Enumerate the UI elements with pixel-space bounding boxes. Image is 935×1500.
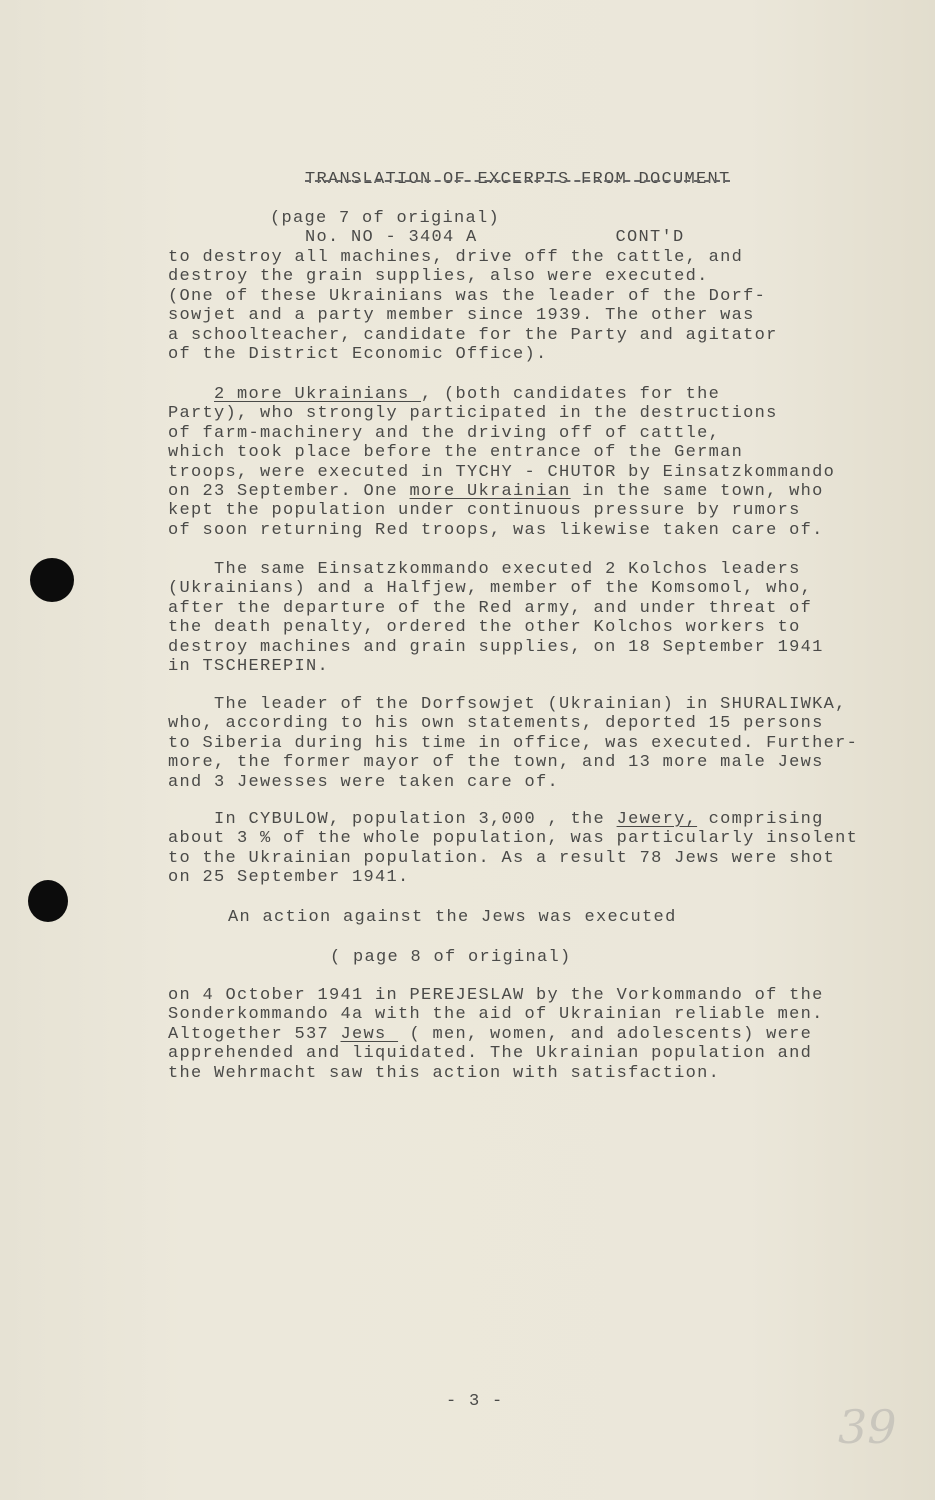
text-line bbox=[168, 248, 778, 267]
text-line bbox=[168, 657, 824, 676]
punch-hole-bottom bbox=[28, 880, 68, 922]
text-line bbox=[168, 579, 824, 598]
text-segment: Altogether 537 bbox=[168, 1024, 341, 1044]
text-line bbox=[168, 267, 778, 286]
text-segment: Party), who strongly participated in the destructions bbox=[168, 404, 778, 424]
text-line bbox=[168, 599, 824, 618]
underlined-text: Jews bbox=[340, 1024, 399, 1044]
text-segment: In CYBULOW, population 3,000 , the bbox=[168, 810, 617, 829]
text-line bbox=[168, 1044, 824, 1063]
paragraph-2 bbox=[168, 385, 835, 540]
text-segment: which took place before the entrance of the German bbox=[168, 443, 744, 463]
text-line bbox=[168, 753, 858, 772]
text-segment: comprising bbox=[697, 810, 824, 829]
text-segment: (One of these Ukrainians was the leader of the Dorf- bbox=[168, 286, 767, 306]
text-line bbox=[168, 1064, 824, 1083]
text-segment: troops, were executed in TYCHY - CHUTOR by Einsatzkommando bbox=[168, 462, 836, 482]
text-line bbox=[168, 326, 778, 345]
text-segment: The leader of the Dorfsowjet (Ukrainian) in SHURALIWKA, bbox=[168, 695, 847, 714]
header-document-number: No. NO - 3404 A CONT'D bbox=[305, 228, 685, 248]
text-segment: to the Ukrainian population. As a result 78 Jews were shot bbox=[168, 848, 836, 868]
text-line bbox=[168, 521, 835, 540]
text-segment: the death penalty, ordered the other Kolchos workers to bbox=[168, 618, 801, 638]
text-line bbox=[168, 618, 824, 637]
text-segment: of the District Economic Office). bbox=[168, 344, 548, 364]
text-line bbox=[168, 986, 824, 1005]
text-line bbox=[168, 306, 778, 325]
text-line bbox=[168, 829, 858, 848]
text-segment: on 4 October 1941 in PEREJESLAW by the Vorkommando of the bbox=[168, 986, 824, 1005]
text-line bbox=[168, 424, 835, 443]
text-segment: in TSCHEREPIN. bbox=[168, 656, 330, 676]
text-segment: , (both candidates for the bbox=[421, 385, 721, 404]
text-line bbox=[168, 443, 835, 462]
page-marker-7: (page 7 of original) bbox=[270, 209, 501, 228]
text-segment: and 3 Jewesses were taken care of. bbox=[168, 772, 560, 792]
text-segment: after the departure of the Red army, and under threat of bbox=[168, 598, 813, 618]
text-line bbox=[168, 1005, 824, 1024]
text-segment: of farm-machinery and the driving off of cattle, bbox=[168, 423, 721, 443]
text-segment: on 23 September. One bbox=[168, 481, 410, 501]
underlined-text: more Ukrainian bbox=[409, 481, 571, 501]
text-line bbox=[168, 868, 858, 887]
text-segment: to destroy all machines, drive off the cattle, and bbox=[168, 248, 744, 267]
text-segment: to Siberia during his time in office, was executed. Further- bbox=[168, 733, 859, 753]
header-title: TRANSLATION OF EXCERPTS FROM DOCUMENT bbox=[305, 169, 731, 189]
header-divider bbox=[305, 180, 730, 182]
paragraph-1 bbox=[168, 248, 778, 364]
text-line bbox=[168, 714, 858, 733]
text-segment: of soon returning Red troops, was likewise taken care of. bbox=[168, 520, 824, 540]
underlined-text: 2 more Ukrainians bbox=[214, 385, 422, 404]
page-number: - 3 - bbox=[446, 1392, 504, 1411]
text-line bbox=[168, 734, 858, 753]
text-line bbox=[168, 1025, 824, 1044]
text-line bbox=[168, 463, 835, 482]
text-segment: about 3 % of the whole population, was particularly insolent bbox=[168, 829, 859, 849]
page-marker-8: ( page 8 of original) bbox=[330, 948, 572, 967]
punch-hole-top bbox=[30, 558, 74, 602]
text-segment: destroy machines and grain supplies, on 18 September 1941 bbox=[168, 637, 824, 657]
text-segment: (Ukrainians) and a Halfjew, member of the Komsomol, who, bbox=[168, 579, 813, 599]
underlined-text: Jewery, bbox=[616, 810, 698, 829]
text-line bbox=[168, 560, 824, 579]
text-line bbox=[168, 345, 778, 364]
paragraph-3 bbox=[168, 560, 824, 676]
text-segment: who, according to his own statements, deported 15 persons bbox=[168, 714, 824, 734]
text-segment: destroy the grain supplies, also were executed. bbox=[168, 267, 709, 287]
text-line bbox=[168, 810, 858, 829]
text-segment: in the same town, who bbox=[570, 481, 824, 501]
text-segment bbox=[168, 385, 214, 404]
action-line: An action against the Jews was executed bbox=[228, 908, 677, 927]
final-paragraph bbox=[168, 986, 824, 1083]
text-segment: Sonderkommando 4a with the aid of Ukrainian reliable men. bbox=[168, 1005, 824, 1025]
paragraph-4 bbox=[168, 695, 858, 792]
paragraph-5 bbox=[168, 810, 858, 888]
text-line bbox=[168, 404, 835, 423]
text-segment: on 25 September 1941. bbox=[168, 868, 410, 888]
text-line bbox=[168, 482, 835, 501]
text-segment: the Wehrmacht saw this action with satisfaction. bbox=[168, 1063, 721, 1083]
text-line bbox=[168, 501, 835, 520]
text-line bbox=[168, 287, 778, 306]
text-segment: ( men, women, and adolescents) were bbox=[398, 1024, 813, 1044]
text-segment: a schoolteacher, candidate for the Party and agitator bbox=[168, 325, 778, 345]
text-segment: kept the population under continuous pressure by rumors bbox=[168, 501, 801, 521]
text-line bbox=[168, 773, 858, 792]
text-line bbox=[168, 849, 858, 868]
text-segment: sowjet and a party member since 1939. The other was bbox=[168, 306, 755, 326]
text-segment: apprehended and liquidated. The Ukrainian population and bbox=[168, 1044, 813, 1064]
text-segment: The same Einsatzkommando executed 2 Kolchos leaders bbox=[168, 560, 801, 579]
text-line bbox=[168, 695, 858, 714]
text-segment: more, the former mayor of the town, and 13 more male Jews bbox=[168, 753, 824, 773]
text-line bbox=[168, 385, 835, 404]
text-line bbox=[168, 638, 824, 657]
handwritten-folio-number: 39 bbox=[838, 1400, 897, 1454]
